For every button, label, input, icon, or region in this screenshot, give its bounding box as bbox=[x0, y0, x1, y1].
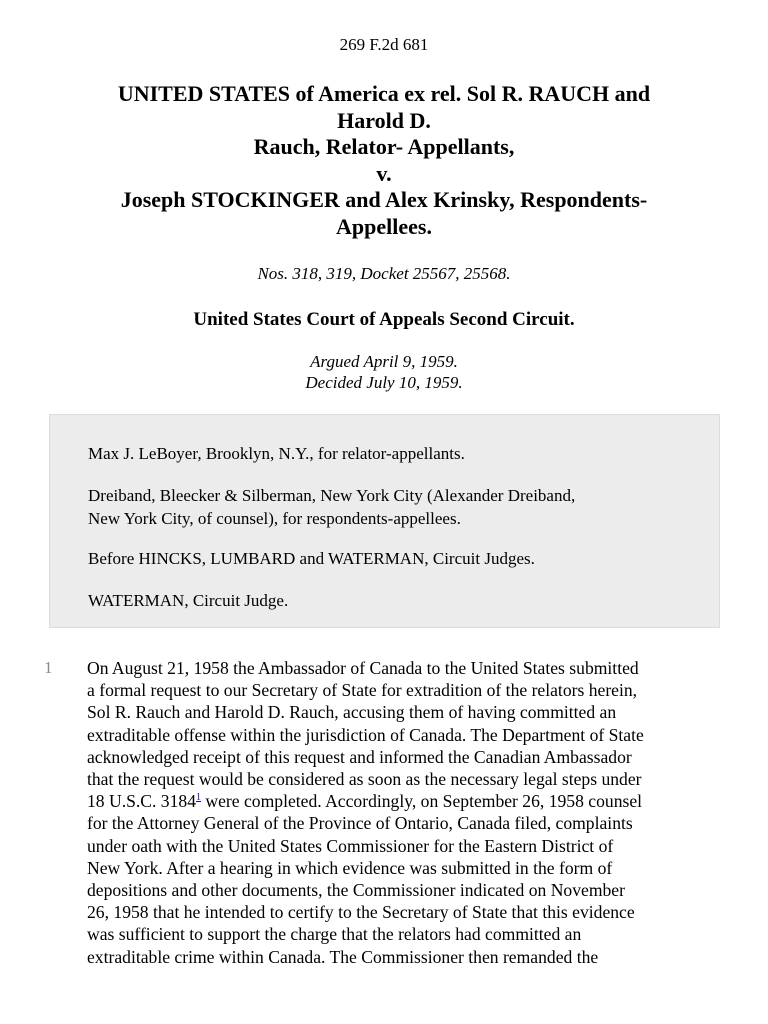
decided-date: Decided July 10, 1959. bbox=[305, 373, 463, 392]
paragraph-line: depositions and other documents, the Commissioner indicated on November bbox=[87, 880, 625, 901]
paragraph-line-text: were completed. Accordingly, on September 26, 1958 counsel bbox=[201, 791, 643, 812]
paragraph-line: New York. After a hearing in which evidence was submitted in the form of bbox=[87, 857, 613, 878]
statute-citation: 18 U.S.C. 3184 bbox=[87, 791, 196, 812]
counsel-box bbox=[49, 414, 720, 628]
paragraph-line: a formal request to our Secretary of State for extradition of the relators herein, bbox=[87, 680, 638, 701]
case-title-line: v. bbox=[376, 160, 392, 186]
paragraph-line: On August 21, 1958 the Ambassador of Canada to the United States submitted bbox=[87, 658, 639, 678]
court-name: United States Court of Appeals Second Circuit. bbox=[193, 309, 575, 330]
paragraph-line: extraditable offense within the jurisdiction of Canada. The Department of State bbox=[87, 724, 644, 745]
case-dates bbox=[0, 351, 768, 393]
case-title-line: Rauch, Relator- Appellants, bbox=[253, 134, 515, 159]
counsel-appellees-line: Dreiband, Bleecker & Silberman, New York City (Alexander Dreiband, bbox=[88, 486, 576, 505]
paragraph-line: that the request would be considered as soon as the necessary legal steps under bbox=[87, 769, 642, 790]
case-title-line: Joseph STOCKINGER and Alex Krinsky, Respondents- bbox=[120, 187, 648, 212]
case-title bbox=[60, 81, 708, 240]
case-title-line: Harold D. bbox=[337, 107, 431, 133]
counsel-appellants: Max J. LeBoyer, Brooklyn, N.Y., for relator-appellants. bbox=[88, 444, 465, 463]
paragraph-line bbox=[87, 790, 727, 812]
opinion-paragraph bbox=[87, 657, 727, 968]
paragraph-line: was sufficient to support the charge that the relators had committed an bbox=[87, 924, 582, 945]
counsel-appellees-line: New York City, of counsel), for respondents-appellees. bbox=[88, 509, 461, 528]
bench-judges: Before HINCKS, LUMBARD and WATERMAN, Circuit Judges. bbox=[88, 549, 535, 568]
case-title-line: UNITED STATES of America ex rel. Sol R. RAUCH and bbox=[117, 81, 651, 106]
footnote-link[interactable]: 1 bbox=[196, 792, 201, 804]
paragraph-line: 26, 1958 that he intended to certify to the Secretary of State that this evidence bbox=[87, 902, 635, 923]
case-citation: 269 F.2d 681 bbox=[339, 35, 429, 54]
argued-date: Argued April 9, 1959. bbox=[310, 352, 458, 371]
paragraph-line: extraditable crime within Canada. The Commissioner then remanded the bbox=[87, 946, 599, 967]
docket-numbers: Nos. 318, 319, Docket 25567, 25568. bbox=[257, 264, 511, 283]
case-title-line: Appellees. bbox=[336, 213, 432, 239]
paragraph-line: Sol R. Rauch and Harold D. Rauch, accusing them of having committed an bbox=[87, 702, 617, 723]
opinion-author: WATERMAN, Circuit Judge. bbox=[88, 591, 289, 610]
paragraph-line: for the Attorney General of the Province of Ontario, Canada filed, complaints bbox=[87, 813, 633, 834]
paragraph-number: 1 bbox=[44, 658, 53, 677]
paragraph-line: acknowledged receipt of this request and informed the Canadian Ambassador bbox=[87, 746, 632, 767]
paragraph-line: under oath with the United States Commissioner for the Eastern District of bbox=[87, 835, 614, 856]
